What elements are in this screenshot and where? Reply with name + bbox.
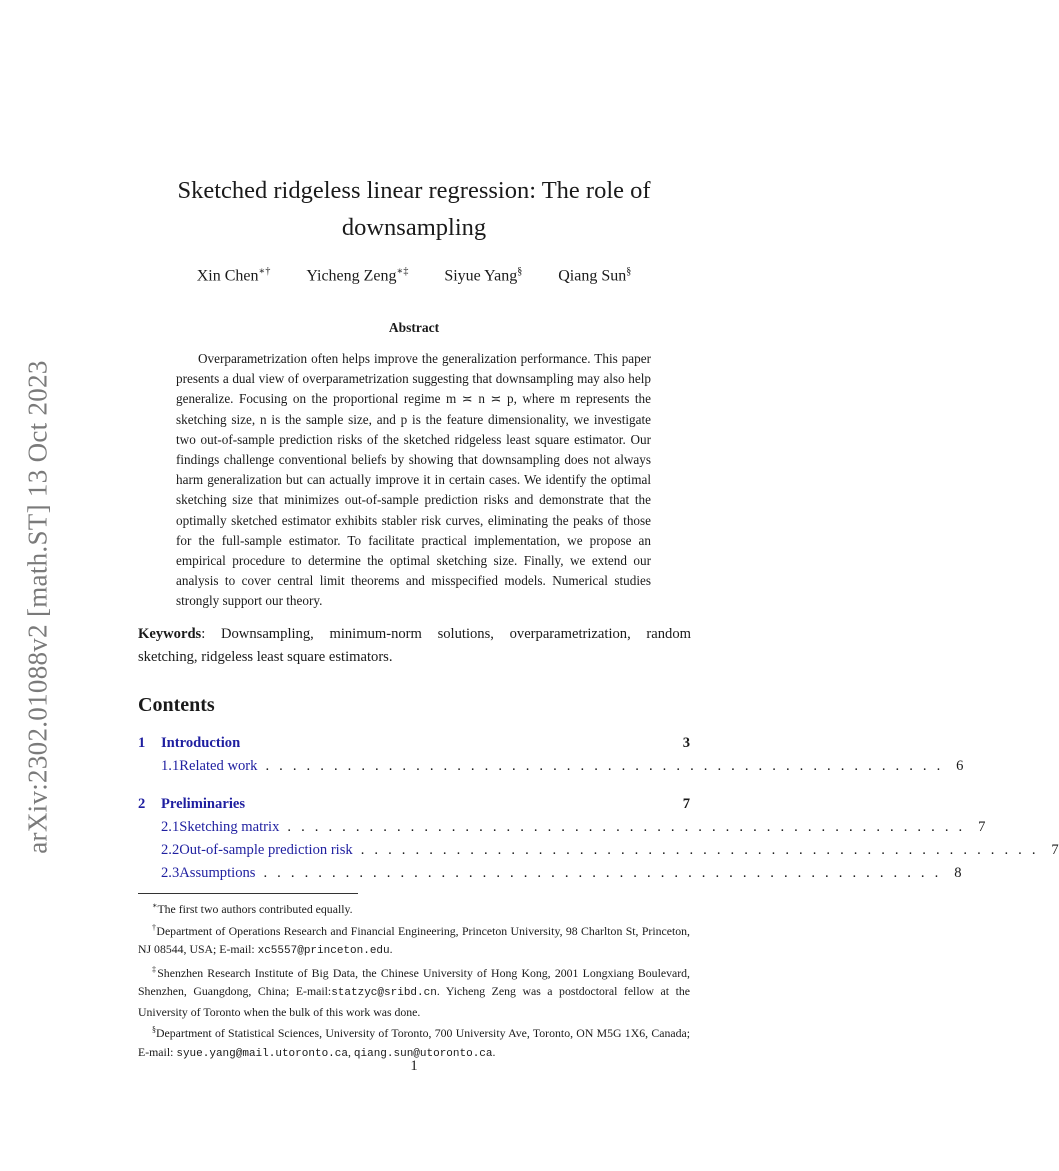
toc-leader-dots: . . . . . . . . . . . . . . . . . . . . . . . . . . . . . . . . . . . . . . . . . . . . . . . . . . (287, 819, 966, 835)
footnotes (138, 897, 690, 1063)
footnote-mark: § (152, 1025, 156, 1035)
toc-number: 2.2 (161, 842, 180, 858)
author-name: Siyue Yang (444, 267, 518, 285)
toc-page[interactable]: 7 (978, 819, 986, 835)
arxiv-identifier: arXiv:2302.01088v2 [math.ST] 13 Oct 2023 (22, 360, 53, 854)
page-number: 1 (410, 1058, 418, 1074)
title-line-2: downsampling (341, 214, 487, 241)
email-link[interactable]: xc5557@princeton.edu (257, 945, 390, 958)
toc-page[interactable]: 7 (1051, 842, 1059, 858)
author (444, 266, 522, 285)
footnote-text: . Yicheng Zeng was a postdoctoral fellow at the University of Toronto when the bulk of this work was done. (138, 984, 690, 1019)
toc-title[interactable]: Related work (179, 758, 258, 774)
footnote: †Department of Operations Research and Financial Engineering, Princeton University, 98 Charlton St, Princeton, NJ 08544, USA; E-mail: xc5557@princeton.edu. (138, 922, 691, 958)
toc-title[interactable]: Preliminaries (161, 796, 246, 812)
toc-entry-related-work[interactable] (138, 758, 964, 781)
email-link[interactable]: qiang.sun@utoronto.ca (353, 1047, 493, 1060)
toc-page[interactable]: 8 (954, 865, 962, 881)
footnote-separator: , (347, 1044, 354, 1059)
toc-number: 2 (138, 796, 146, 812)
toc-title[interactable]: Assumptions (179, 865, 256, 881)
footnote-mark: ∗ (152, 901, 158, 910)
footnote (138, 961, 690, 1022)
keywords-text: : Downsampling, minimum-norm solutions, overparametrization, random sketching, ridgeless least square estimators. (138, 626, 691, 665)
toc-entry-preliminaries[interactable] (138, 796, 690, 819)
author-mark: ∗‡ (396, 266, 409, 277)
toc-page[interactable]: 3 (682, 735, 690, 751)
toc-entry-out-of-sample-risk[interactable] (138, 842, 1059, 865)
toc-number: 2.3 (161, 865, 180, 881)
toc-title[interactable]: Sketching matrix (179, 819, 280, 835)
footnote (138, 897, 690, 919)
email-link[interactable]: statzyc@sribd.cn (331, 987, 437, 1000)
abstract-body: Overparametrization often helps improve the generalization performance. This paper presents a dual view of overparametrization suggesting that downsampling may also help generalize. Focusing on the proportional regime m ≍ n ≍ p, where m represents the sketching size, n is the sample size, and p is the feature dimensionality, we investigate two out-of-sample prediction risks of the sketched ridgeless least square estimator. Our findings challenge conventional beliefs by showing that downsampling does not always harm generalization but can actually improve it in certain cases. We identify the optimal sketching size that minimizes out-of-sample prediction risks and demonstrate that the optimally sketched estimator exhibits stabler risk curves, eliminating the peaks of those for the full-sample estimator. To facilitate practical implementation, we propose an empirical procedure to determine the optimal sketching size. Finally, we extend our analysis to cover central limit theorems and misspecified models. Numerical studies strongly support our theory. (176, 351, 651, 609)
toc-entry-introduction[interactable] (138, 735, 690, 758)
toc-entry-assumptions[interactable] (138, 865, 962, 888)
keywords (138, 623, 691, 669)
toc-leader-dots: . . . . . . . . . . . . . . . . . . . . . . . . . . . . . . . . . . . . . . . . . . . . . . . . . . (265, 758, 944, 774)
author (558, 266, 631, 285)
footnote-end: . (492, 1044, 496, 1059)
footnote-text: The first two authors contributed equally. (157, 901, 353, 916)
footnote-divider (138, 893, 358, 894)
toc-number: 2.1 (161, 819, 180, 835)
paper-title (150, 172, 678, 246)
toc-leader-dots: . . . . . . . . . . . . . . . . . . . . . . . . . . . . . . . . . . . . . . . . . . . . . . . . . . (360, 842, 1039, 858)
toc-title[interactable]: Out-of-sample prediction risk (179, 842, 353, 858)
keywords-label: Keywords (138, 626, 202, 642)
toc-leader-dots: . . . . . . . . . . . . . . . . . . . . . . . . . . . . . . . . . . . . . . . . . . . . . . . . . . (263, 865, 942, 881)
author-mark: § (517, 266, 523, 277)
title-line-1: Sketched ridgeless linear regression: The role of (177, 177, 651, 204)
author-name: Xin Chen (196, 267, 259, 285)
author (197, 266, 271, 285)
arxiv-side-stamp (20, 352, 56, 862)
contents-heading: Contents (138, 694, 215, 716)
author (306, 266, 408, 285)
author-name: Qiang Sun (558, 267, 627, 285)
toc-title[interactable]: Introduction (161, 735, 241, 751)
author-name: Yicheng Zeng (306, 267, 397, 285)
toc-page[interactable]: 7 (682, 796, 690, 812)
author-list (150, 266, 678, 285)
toc-page[interactable]: 6 (956, 758, 964, 774)
footnote-mark: ‡ (152, 964, 158, 974)
toc-entry-sketching-matrix[interactable] (138, 819, 986, 842)
author-mark: ∗† (258, 266, 271, 277)
toc-number: 1.1 (161, 758, 180, 774)
email-link[interactable]: syue.yang@mail.utoronto.ca (176, 1047, 348, 1060)
author-mark: § (626, 266, 632, 277)
toc-number: 1 (138, 735, 146, 751)
footnote-text: Department of Operations Research and Financial Engineering, Princeton University, 98 Charlton St, Princeton, NJ 08544, USA; E-mail: (138, 923, 691, 957)
footnote-mark: † (152, 922, 157, 932)
abstract-heading: Abstract (388, 320, 440, 335)
footnote-text: Shenzhen Research Institute of Big Data, the Chinese University of Hong Kong, 2001 Longxiang Boulevard, Shenzhen, Guangdong, China; E-mail: (138, 965, 691, 999)
table-of-contents (138, 735, 1059, 888)
footnote-text: Department of Statistical Sciences, University of Toronto, 700 University Ave, Toronto, ON M5G 1X6, Canada; E-mail: (138, 1026, 690, 1059)
